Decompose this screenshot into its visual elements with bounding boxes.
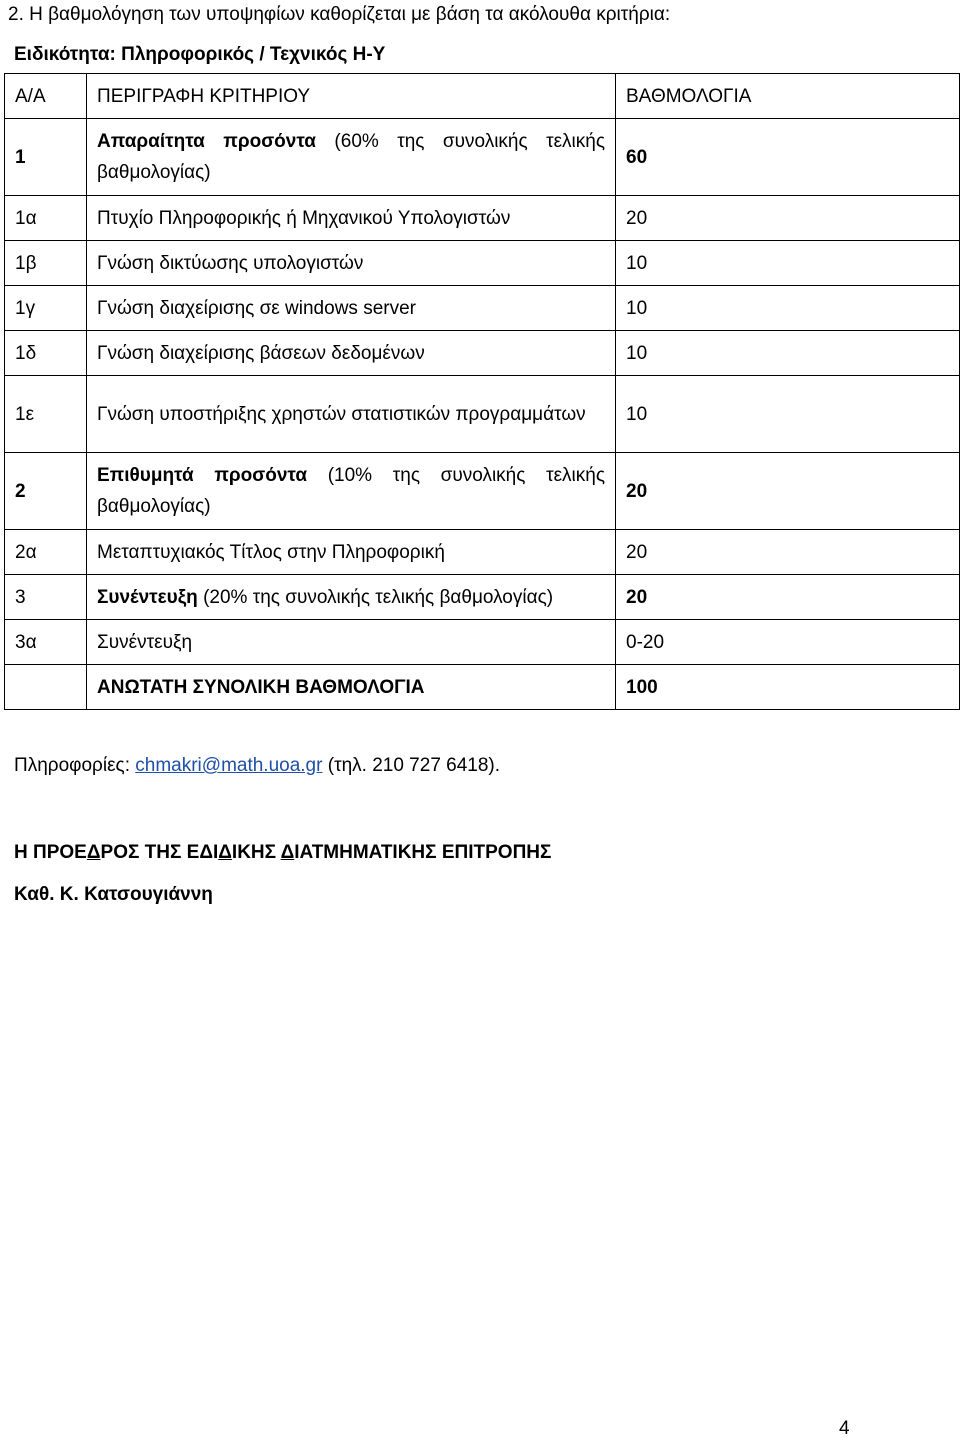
row-description bbox=[87, 119, 616, 196]
table-row bbox=[5, 286, 960, 331]
row-number: 2 bbox=[5, 453, 87, 530]
row-detail: (60% της συνολικής τελικής βαθμολογίας) bbox=[97, 131, 605, 183]
row-description: Γνώση δικτύωσης υπολογιστών bbox=[87, 241, 616, 286]
table-row bbox=[5, 530, 960, 575]
row-number: 3 bbox=[5, 575, 87, 620]
row-number: 1 bbox=[5, 119, 87, 196]
signer-name: Καθ. Κ. Κατσουγιάννη bbox=[14, 884, 213, 905]
row-score: 20 bbox=[616, 530, 960, 575]
president-title bbox=[14, 842, 551, 864]
table-row bbox=[5, 453, 960, 530]
row-detail: (20% της συνολικής τελικής βαθμολογίας) bbox=[197, 586, 554, 608]
row-description: Μεταπτυχιακός Τίτλος στην Πληροφορική bbox=[87, 530, 616, 575]
table-row bbox=[5, 575, 960, 620]
row-title: Συνέντευξη bbox=[97, 586, 198, 608]
table-row bbox=[5, 331, 960, 376]
table-row bbox=[5, 196, 960, 241]
president-title-part: ΙΚΗΣ bbox=[231, 842, 281, 863]
email-link[interactable]: chmakri@math.uoa.gr bbox=[135, 755, 323, 776]
row-title: Απαραίτητα προσόντα bbox=[97, 131, 316, 152]
row-description bbox=[87, 453, 616, 530]
row-score: 20 bbox=[616, 575, 960, 620]
president-title-underlined: Δ bbox=[86, 842, 101, 863]
table-row bbox=[5, 241, 960, 286]
row-title: Επιθυμητά προσόντα bbox=[97, 465, 308, 486]
president-title-part: ΡΟΣ ΤΗΣ ΕΔΙ bbox=[100, 842, 219, 863]
president-title-underlined: Δ bbox=[218, 842, 232, 863]
info-label: Πληροφορίες: bbox=[14, 755, 136, 776]
row-score: 10 bbox=[616, 376, 960, 453]
table-row bbox=[5, 620, 960, 665]
president-title-part: ΙΑΤΜΗΜΑΤΙΚΗΣ ΕΠΙΤΡΟΠΗΣ bbox=[294, 842, 552, 863]
row-score: 10 bbox=[616, 241, 960, 286]
total-number-cell bbox=[5, 665, 87, 710]
table-total-row bbox=[5, 665, 960, 710]
criteria-table bbox=[4, 73, 960, 710]
row-score: 10 bbox=[616, 331, 960, 376]
row-number: 1ε bbox=[5, 376, 87, 453]
header-score: ΒΑΘΜΟΛΟΓΙΑ bbox=[616, 74, 960, 119]
row-score: 10 bbox=[616, 286, 960, 331]
row-score: 0-20 bbox=[616, 620, 960, 665]
row-number: 1α bbox=[5, 196, 87, 241]
table-header-row bbox=[5, 74, 960, 119]
president-title-underlined: Δ bbox=[280, 842, 295, 863]
row-description: Γνώση διαχείρισης βάσεων δεδομένων bbox=[87, 331, 616, 376]
row-number: 1γ bbox=[5, 286, 87, 331]
header-number: Α/Α bbox=[5, 74, 87, 119]
specialty-heading: Ειδικότητα: Πληροφορικός / Τεχνικός Η-Υ bbox=[14, 44, 386, 65]
row-detail: (10% της συνολικής τελικής βαθμολογίας) bbox=[97, 465, 605, 517]
row-description: Γνώση διαχείρισης σε windows server bbox=[87, 286, 616, 331]
row-score: 20 bbox=[616, 196, 960, 241]
info-phone: (τηλ. 210 727 6418). bbox=[322, 755, 501, 776]
header-description: ΠΕΡΙΓΡΑΦΗ ΚΡΙΤΗΡΙΟΥ bbox=[87, 74, 616, 119]
row-description: Συνέντευξη bbox=[87, 620, 616, 665]
table-row bbox=[5, 119, 960, 196]
row-description: Πτυχίο Πληροφορικής ή Μηχανικού Υπολογιστών bbox=[87, 196, 616, 241]
row-number: 1δ bbox=[5, 331, 87, 376]
total-score: 100 bbox=[616, 665, 960, 710]
row-number: 2α bbox=[5, 530, 87, 575]
table-row bbox=[5, 376, 960, 453]
page-number: 4 bbox=[839, 1418, 850, 1439]
intro-text: 2. Η βαθμολόγηση των υποψηφίων καθορίζεται με βάση τα ακόλουθα κριτήρια: bbox=[8, 4, 671, 25]
total-label: ΑΝΩΤΑΤΗ ΣΥΝΟΛΙΚΗ ΒΑΘΜΟΛΟΓΙΑ bbox=[87, 665, 616, 710]
row-score: 60 bbox=[616, 119, 960, 196]
president-title-part: Η ΠΡΟΕ bbox=[14, 842, 87, 863]
row-number: 3α bbox=[5, 620, 87, 665]
row-description bbox=[87, 575, 616, 620]
row-description: Γνώση υποστήριξης χρηστών στατιστικών προγραμμάτων bbox=[87, 376, 616, 453]
row-number: 1β bbox=[5, 241, 87, 286]
info-line bbox=[14, 755, 500, 777]
row-score: 20 bbox=[616, 453, 960, 530]
